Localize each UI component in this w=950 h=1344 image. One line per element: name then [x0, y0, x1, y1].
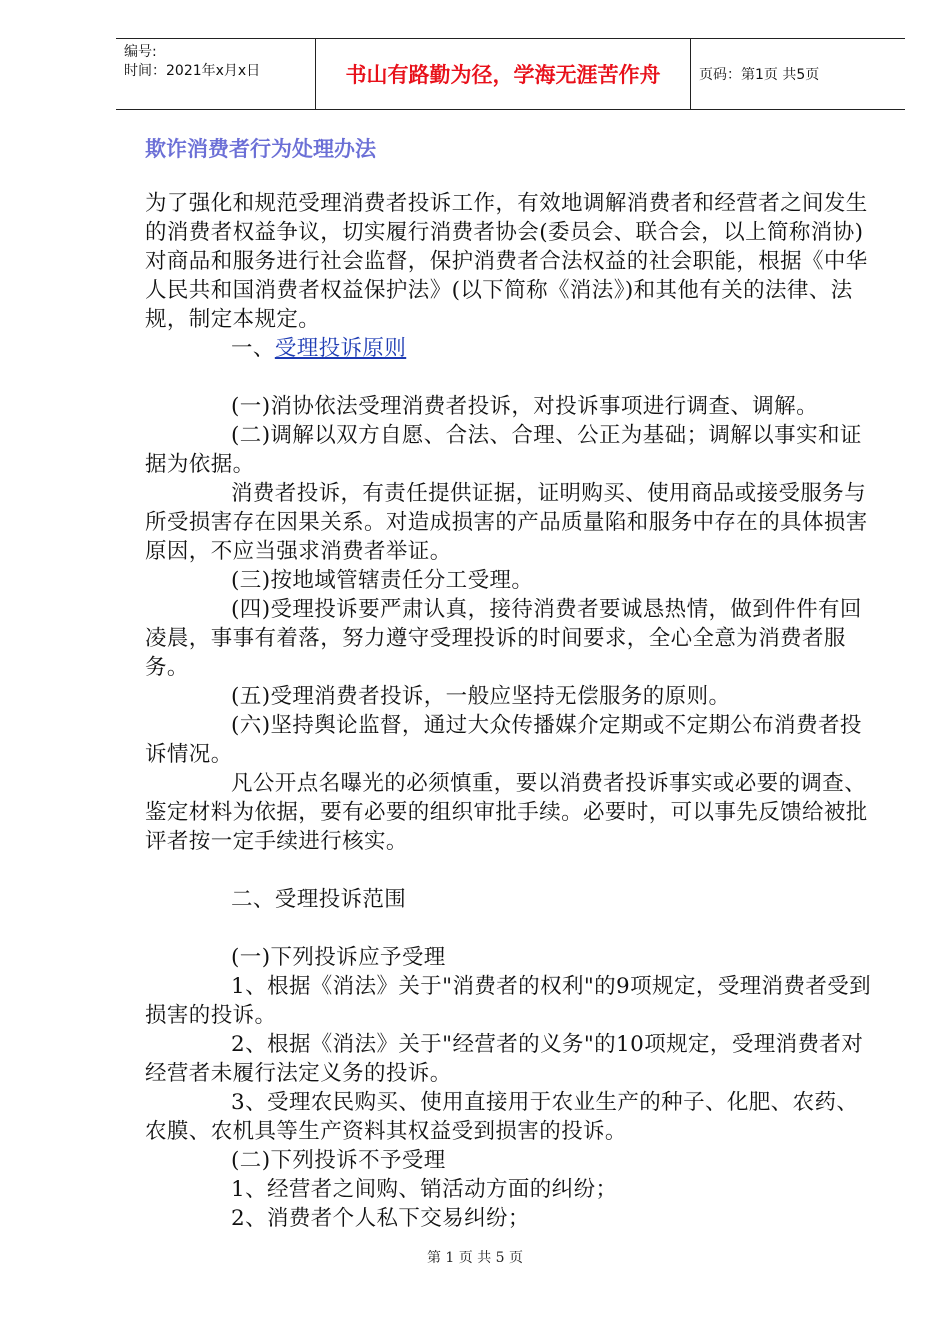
- paragraph: (一)消协依法受理消费者投诉，对投诉事项进行调查、调解。: [231, 394, 818, 419]
- time-label: 时间：2021年x月x日: [124, 63, 261, 79]
- paragraph: 凡公开点名曝光的必须慎重，要以消费者投诉事实或必要的调查、鉴定材料为依据，要有必要的组织审批手续。必要时，可以事先反馈给被批评者按一定手续进行核实。: [145, 771, 868, 854]
- paragraph: (二)调解以双方自愿、合法、合理、公正为基础；调解以事实和证据为依据。: [145, 423, 862, 477]
- paragraph: (四)受理投诉要严肃认真，接待消费者要诚恳热情，做到件件有回凌晨，事事有着落，努力遵守受理投诉的时间要求，全心全意为消费者服务。: [145, 597, 862, 680]
- paragraph: 1、根据《消法》关于"消费者的权利"的9项规定，受理消费者受到损害的投诉。: [145, 974, 872, 1028]
- section-heading-2: 二、受理投诉范围: [231, 887, 407, 912]
- header-page-label: 页码：第1页 共5页: [699, 67, 820, 83]
- page-footer: 第 1 页 共 5 页: [426, 1250, 524, 1266]
- header-motto: 书山有路勤为径，学海无涯苦作舟: [316, 39, 691, 109]
- section-link-principles[interactable]: 受理投诉原则: [274, 336, 407, 361]
- paragraph: (五)受理消费者投诉，一般应坚持无偿服务的原则。: [231, 684, 731, 709]
- paragraph: (三)按地域管辖责任分工受理。: [231, 568, 534, 593]
- paragraph: (六)坚持舆论监督，通过大众传播媒介定期或不定期公布消费者投诉情况。: [145, 713, 862, 767]
- paragraph: 2、消费者个人私下交易纠纷；: [231, 1206, 530, 1231]
- paragraph: 1、经营者之间购、销活动方面的纠纷；: [231, 1177, 618, 1202]
- header-meta-cell: [116, 39, 316, 109]
- paragraph: 消费者投诉，有责任提供证据，证明购买、使用商品或接受服务与所受损害存在因果关系。对造成损害的产品质量陷和服务中存在的具体损害原因，不应当强求消费者举证。: [145, 481, 868, 564]
- header-table: [116, 38, 905, 110]
- paragraph: (二)下列投诉不予受理: [231, 1148, 446, 1173]
- number-label: 编号:: [124, 44, 157, 60]
- section-prefix: 一、: [231, 336, 275, 361]
- paragraph: 2、根据《消法》关于"经营者的义务"的10项规定，受理消费者对经营者未履行法定义务的投诉。: [145, 1032, 864, 1086]
- paragraph-intro: 为了强化和规范受理消费者投诉工作，有效地调解消费者和经营者之间发生的消费者权益争议，切实履行消费者协会(委员会、联合会，以上简称消协)对商品和服务进行社会监督，保护消费者合法权益的社会职能，根据《中华人民共和国消费者权益保护法》(以下简称《消法》)和其他有关的法律、法规，制定本规定。: [145, 191, 868, 332]
- paragraph: 3、受理农民购买、使用直接用于农业生产的种子、化肥、农药、农膜、农机具等生产资料其权益受到损害的投诉。: [145, 1090, 859, 1144]
- document-title: 欺诈消费者行为处理办法: [145, 137, 376, 161]
- paragraph: (一)下列投诉应予受理: [231, 945, 446, 970]
- document-body: [145, 189, 875, 1233]
- section-heading-1: [145, 334, 875, 363]
